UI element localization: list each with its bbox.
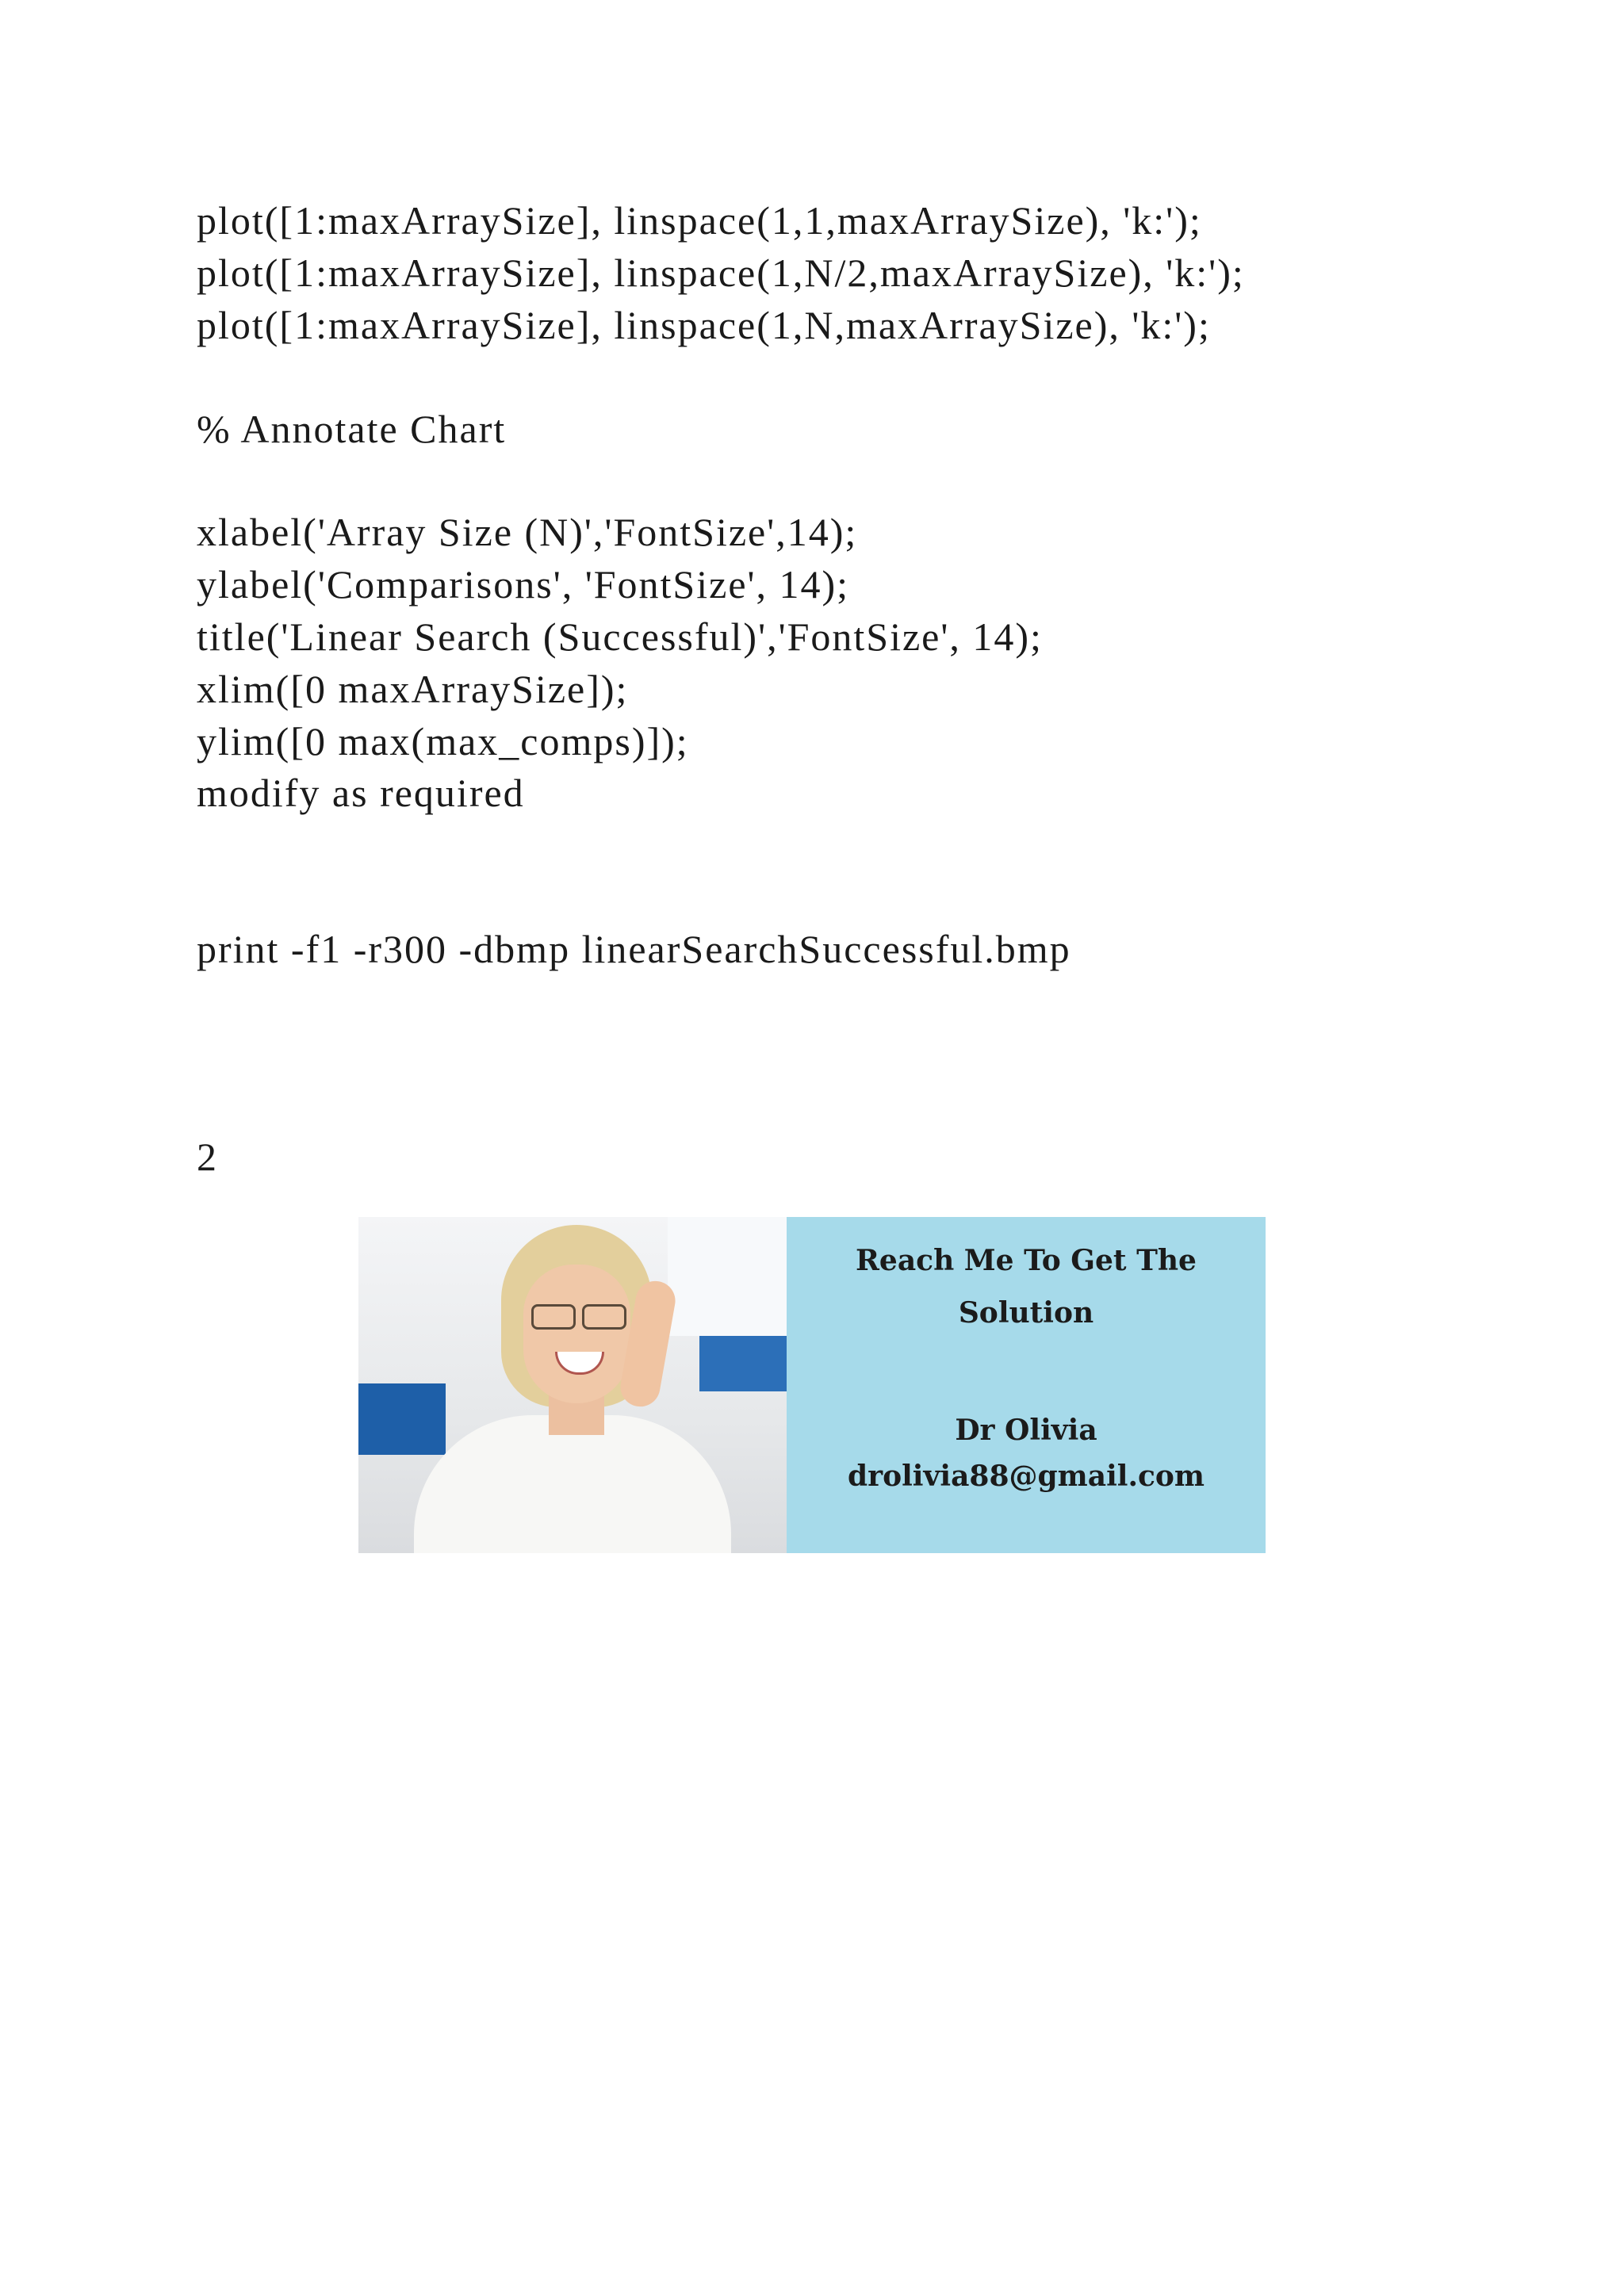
- code-line: plot([1:maxArraySize], linspace(1,N/2,maxArraySize), 'k:');: [197, 251, 1245, 295]
- code-line: xlim([0 maxArraySize]);: [197, 667, 629, 711]
- woman-photo: [358, 1217, 787, 1553]
- code-line: title('Linear Search (Successful)','FontSize', 14);: [197, 614, 1043, 659]
- code-line: plot([1:maxArraySize], linspace(1,N,maxArraySize), 'k:');: [197, 303, 1211, 347]
- contact-email: drolivia88@gmail.com: [847, 1460, 1205, 1493]
- banner-heading-line2: Solution: [958, 1296, 1094, 1330]
- note-line: modify as required: [197, 771, 525, 815]
- code-line: ylim([0 max(max_comps)]);: [197, 719, 689, 763]
- banner-heading-line1: Reach Me To Get The: [856, 1244, 1197, 1277]
- page-number: 2: [197, 1135, 218, 1179]
- contact-card: [787, 1217, 1266, 1553]
- contact-banner: [358, 1217, 1266, 1553]
- contact-name: Dr Olivia: [955, 1414, 1097, 1447]
- comment-line: % Annotate Chart: [197, 407, 507, 451]
- code-line: print -f1 -r300 -dbmp linearSearchSuccessful.bmp: [197, 927, 1071, 971]
- code-line: ylabel('Comparisons', 'FontSize', 14);: [197, 562, 850, 607]
- code-line: plot([1:maxArraySize], linspace(1,1,maxArraySize), 'k:');: [197, 198, 1202, 243]
- code-line: xlabel('Array Size (N)','FontSize',14);: [197, 510, 858, 554]
